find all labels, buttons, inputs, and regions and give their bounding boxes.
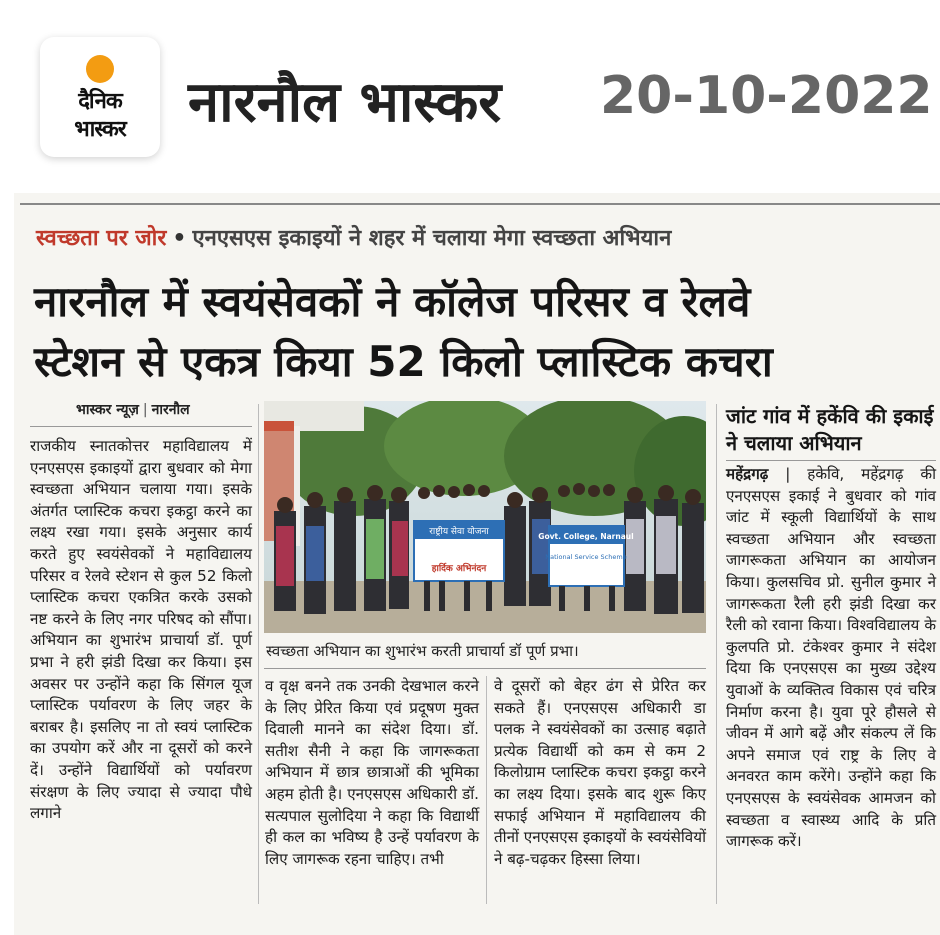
column-divider: [258, 404, 259, 904]
sidebar-place: महेंद्रगढ़: [726, 465, 769, 483]
banner-text-2: हार्दिक अभिनंदन: [431, 564, 487, 574]
byline: [76, 400, 190, 419]
dainik-bhaskar-logo: [40, 37, 160, 157]
byline-separator: |: [142, 402, 148, 418]
kicker-highlight: स्वच्छता पर जोर: [36, 226, 167, 251]
paper-title: नारनौल भास्कर: [188, 70, 502, 135]
column-2-text: व वृक्ष बनने तक उनकी देखभाल करने के लिए प्रेरित किया एवं प्रदूषण मुक्त दिवाली मानने का संदेश दिया। डॉ. सतीश सैनी ने कहा कि जागरूकता अभियान में छात्र छात्राओं की भूमिका अहम होती है। एनएसएस अधिकारी डॉ. सत्यपाल सुलोदिया ने कहा कि विद्यार्थी ही कल का भविष्य है उन्हें पर्यावरण के लिए जागरूक रहना चाहिए। तभी: [265, 677, 479, 868]
byline-divider: [30, 426, 252, 427]
kicker-bullet: •: [172, 226, 187, 251]
sidebar-article: [726, 464, 936, 904]
article-headline: [34, 272, 773, 392]
headline-line-1: नारनौल में स्वयंसेवकों ने कॉलेज परिसर व रेलवे: [34, 277, 751, 326]
photo-caption: स्वच्छता अभियान का शुभारंभ करती प्राचार्या डॉ पूर्ण प्रभा।: [266, 642, 579, 660]
column-1-text: राजकीय स्नातकोत्तर महाविद्यालय में एनएसएस इकाइयों द्वारा बुधवार को मेगा स्वच्छता अभियान चलाया गया। इसके अंतर्गत प्लास्टिक कचरा इकट्ठा करने का लक्ष्य रखा गया। इसके अनुसार कार्य करते हुए स्वयंसेवकों ने महाविद्यालय परिसर व रेलवे स्टेशन से कुल 52 किलो प्लास्टिक कचरा एकत्रित करके उसको नष्ट करने के लिए नगर परिषद को सौंपा। अभियान का शुभारंभ प्राचार्या डॉ. पूर्ण प्रभा ने हरी झंडी दिखा कर किया। इस अवसर पर उन्होंने कहा कि सिंगल यूज प्लास्टिक पर्यावरण के लिए जहर के बराबर है। इसलिए ना तो स्वयं प्लास्टिक का उपयोग करें और ना दूसरों को करने दें। उन्होंने विद्यार्थियों को पर्यावरण संरक्षण के लिए ज्यादा से ज्यादा पौधे लगाने: [30, 437, 252, 823]
page-header: [0, 0, 940, 190]
article-photo: [264, 401, 706, 633]
column-3-text: वे दूसरों को बेहर ढंग से प्रेरित कर सकते हैं। एनएसएस अधिकारी डा पलक ने स्वयंसेवकों का उत्साह बढ़ाते प्रत्येक विद्यार्थी को कम से कम 2 किलोग्राम प्लास्टिक कचरा इकट्ठा करने का लक्ष्य दिया। इसके बाद शुरू किए सफाई अभियान में महाविद्यालय की तीनों एनएसएस इकाइयों के स्वयंसेवियों ने बढ़-चढ़कर हिस्सा लिया।: [494, 677, 706, 868]
sidebar-headline: जांट गांव में हकेंवि की इकाई ने चलाया अभियान: [726, 404, 934, 455]
edition-date: 20-10-2022: [600, 66, 933, 126]
sidebar-divider: [726, 460, 936, 461]
article-column-3: [494, 676, 706, 906]
logo-text-line2: भास्कर: [74, 117, 126, 142]
sun-icon: [86, 55, 114, 83]
top-divider: [20, 203, 940, 205]
caption-divider: [264, 668, 706, 669]
logo-text-line1: दैनिक: [78, 89, 122, 114]
article-column-1: [30, 436, 252, 906]
banner-text-4: National Service Scheme: [545, 553, 627, 561]
kicker-text: एनएसएस इकाइयों ने शहर में चलाया मेगा स्वच्छता अभियान: [192, 226, 672, 251]
headline-line-2: स्टेशन से एकत्र किया 52 किलो प्लास्टिक कचरा: [34, 337, 773, 386]
column-divider: [486, 676, 487, 904]
banner-text-3: Govt. College, Narnaul: [538, 532, 634, 541]
sidebar-body: | हकेवि, महेंद्रगढ़ की एनएसएस इकाई ने बुधवार को गांव जांट में स्कूली विद्यार्थियों के साथ स्वच्छता अभियान और स्वच्छता जागरूकता अभियान का आयोजन किया। कुलसचिव प्रो. सुनील कुमार ने जागरूकता रैली हरी झंडी दिखा कर रैली को रवाना किया। विश्वविद्यालय के कुलपति प्रो. टंकेश्वर कुमार ने संदेश दिया कि एनएसएस का मुख्य उद्देश्य युवाओं के व्यक्तित्व विकास एवं चरित्र निर्माण करना है। युवा पूरे हौसले से जीवन में आगे बढ़ें और संकल्प लें कि अपने समाज एवं राष्ट्र के लिए वे अनवरत काम करेंगे। उन्होंने कहा कि एनएसएस के स्वयंसेवक आमजन को स्वच्छता व स्वास्थ्य आदि के प्रति जागरूक करें।: [726, 465, 936, 851]
banner-text-1: राष्ट्रीय सेवा योजना: [429, 527, 489, 537]
sidebar-text: [726, 464, 936, 853]
byline-place: नारनौल: [151, 402, 190, 418]
article-kicker: [36, 222, 671, 252]
group-photo-image: [264, 401, 706, 633]
article-column-2: [265, 676, 479, 906]
column-divider: [716, 404, 717, 904]
byline-source: भास्कर न्यूज़: [76, 402, 139, 418]
